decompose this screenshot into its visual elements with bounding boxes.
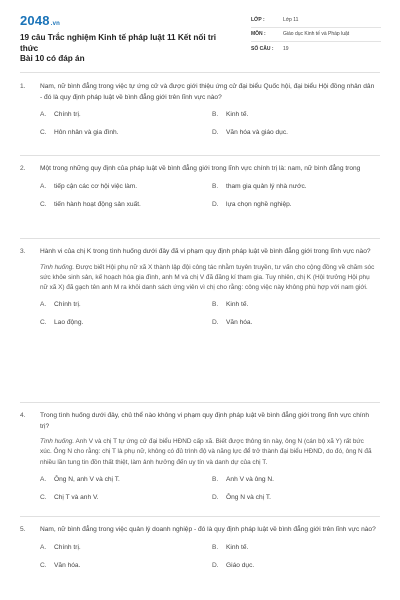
meta-info-table: [251, 13, 381, 57]
answer-options: [40, 111, 380, 136]
answer-options: [40, 301, 380, 326]
scenario-text: Tình huống. Được biết Hội phụ nữ xã X thành lập đội công tác nhằm tuyên truyền, tư vấn cho cộng đồng về chăm sóc sức khỏe sinh sản, kế hoạch hóa gia đình, anh M và chị V đã đăng kí tham gia. Tuy nhiên, chị K (Hội trưởng Hội phụ nữ xã X) đã gạch tên anh M ra khỏi danh sách ứng viên vì chị cho rằng: công việc này không phù hợp với nam giới.: [40, 263, 375, 292]
question-number: 3.: [20, 248, 26, 255]
option-d[interactable]: D. Văn hóa.: [212, 319, 253, 327]
meta-value: 19: [283, 46, 289, 53]
option-c[interactable]: C. Chị T và anh V.: [40, 493, 99, 501]
divider: [20, 155, 380, 156]
answer-options: [40, 544, 380, 569]
option-d[interactable]: D. Văn hóa và giáo dục.: [212, 129, 288, 136]
logo-suffix: .vn: [50, 21, 61, 27]
option-d[interactable]: D. Ông N và chị T.: [212, 493, 271, 501]
divider: [20, 72, 380, 73]
option-a[interactable]: A. Ông N, anh V và chị T.: [40, 475, 120, 483]
option-d[interactable]: D. lựa chọn nghề nghiệp.: [212, 200, 292, 208]
meta-row-count: [251, 42, 381, 57]
option-b[interactable]: B. Kinh tế.: [212, 301, 249, 309]
question-text: Hành vi của chị K trong tình huống dưới đây đã vi phạm quy định pháp luật về bình đẳng giới trong lĩnh vực nào?: [40, 248, 371, 255]
meta-value: Lớp 11: [283, 16, 299, 23]
question-number: 2.: [20, 165, 26, 172]
divider: [20, 516, 380, 517]
logo-text: 2048: [20, 13, 50, 28]
meta-label: MÔN :: [251, 31, 266, 38]
option-b[interactable]: B. Anh V và ông N.: [212, 475, 275, 483]
question-text: Nam, nữ bình đẳng trong việc tự ứng cử và được giới thiệu ứng cử đại biểu Quốc hội, đại biểu Hội đồng nhân dân - đó là quy định pháp luật về bình đẳng giới trên lĩnh vực nào?: [40, 83, 375, 101]
question-3: [20, 247, 380, 326]
option-c[interactable]: C. Văn hóa.: [40, 561, 81, 569]
question-text: Trong tình huống dưới đây, chủ thể nào không vi phạm quy định pháp luật về bình đẳng giới trong lĩnh vực chính trị?: [40, 412, 370, 430]
meta-value: Giáo dục Kinh tế và Pháp luật: [283, 31, 350, 38]
document-title: [20, 33, 225, 65]
option-b[interactable]: B. Kinh tế.: [212, 111, 249, 118]
option-a[interactable]: A. Chính trị.: [40, 543, 81, 551]
option-d[interactable]: D. Giáo dục.: [212, 561, 255, 569]
title-line-1: 19 câu Trắc nghiệm Kinh tế pháp luật 11 Kết nối tri thức: [20, 33, 217, 53]
option-b[interactable]: B. tham gia quản lý nhà nước.: [212, 182, 307, 190]
site-logo[interactable]: [20, 13, 60, 28]
question-5: [20, 525, 380, 569]
meta-row-subject: [251, 28, 381, 43]
question-number: 5.: [20, 526, 26, 533]
question-2: [20, 164, 380, 208]
scenario-text: Tình huống. Anh V và chị T tự ứng cử đại biểu HĐND cấp xã. Biết được thông tin này, ông N (cán bộ xã Y) rất bức xúc. Ông N cho rằng: chị T là phụ nữ, không có đủ trình độ và năng lực để trở thành đại biểu HĐND, do đó, ông N đã nhiều lần tung tin đồn thất thiệt, làm ảnh hưởng đến uy tín và danh dự của chị T.: [40, 438, 372, 466]
title-line-2: Bài 10 có đáp án: [20, 54, 85, 63]
option-a[interactable]: A. Chính trị.: [40, 111, 81, 118]
divider: [20, 238, 380, 239]
meta-label: LỚP :: [251, 16, 265, 23]
option-a[interactable]: A. tiếp cận các cơ hội việc làm.: [40, 182, 138, 190]
question-text: Nam, nữ bình đẳng trong việc quản lý doanh nghiệp - đó là quy định pháp luật về bình đẳng giới trên lĩnh vực nào?: [40, 526, 376, 533]
question-4: [20, 411, 380, 501]
question-number: 1.: [20, 83, 26, 90]
option-b[interactable]: B. Kinh tế.: [212, 543, 249, 551]
question-1: [20, 82, 380, 136]
option-a[interactable]: A. Chính trị.: [40, 301, 81, 309]
option-c[interactable]: C. Hôn nhân và gia đình.: [40, 129, 119, 136]
option-c[interactable]: C. Lao động.: [40, 319, 84, 327]
answer-options: [40, 183, 380, 208]
divider: [20, 402, 380, 403]
meta-row-class: [251, 13, 381, 28]
meta-label: SỐ CÂU :: [251, 46, 274, 53]
answer-options: [40, 476, 380, 501]
question-text: Một trong những quy định của pháp luật về bình đẳng giới trong lĩnh vực chính trị là: nam, nữ bình đẳng trong: [40, 165, 361, 172]
question-number: 4.: [20, 412, 26, 419]
option-c[interactable]: C. tiến hành hoạt động sản xuất.: [40, 200, 141, 208]
document-header: [0, 0, 400, 64]
